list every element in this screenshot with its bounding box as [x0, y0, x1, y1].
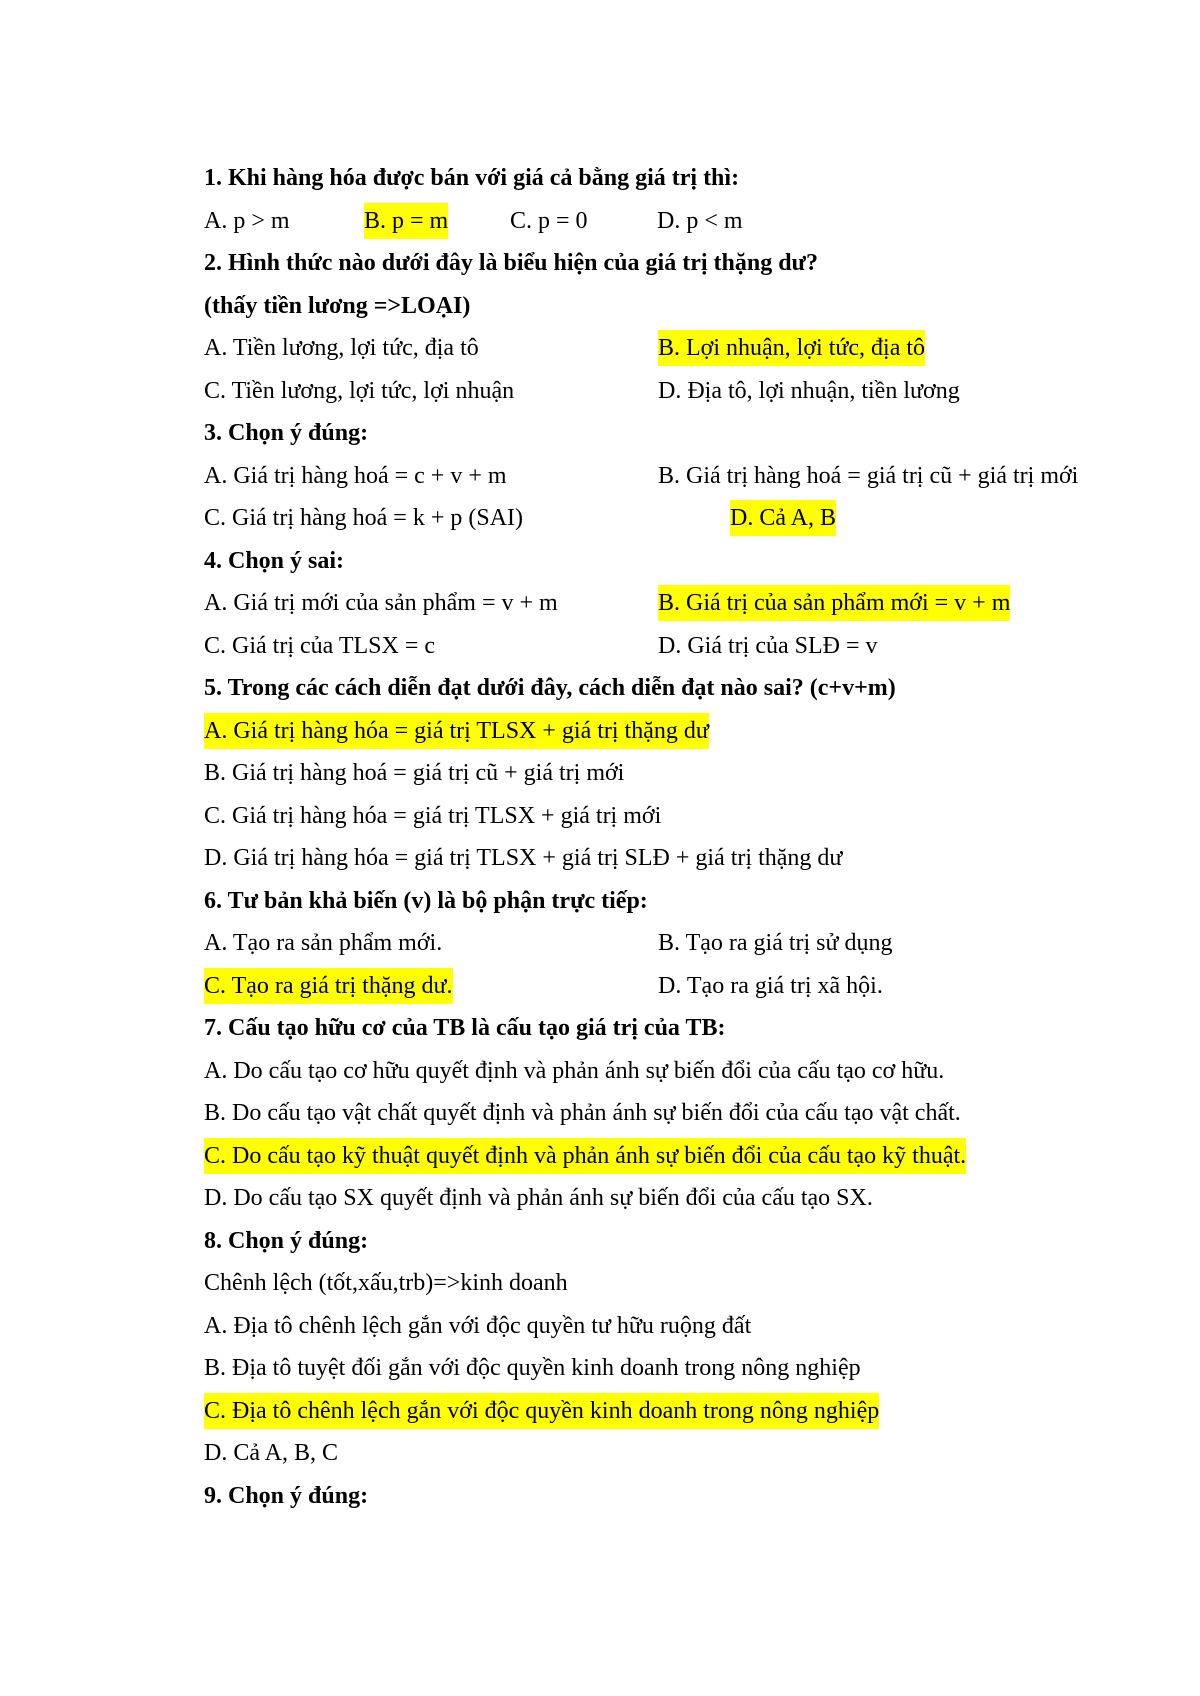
highlighted-answer: C. Tạo ra giá trị thặng dư. — [204, 968, 453, 1004]
highlighted-answer: A. Giá trị hàng hóa = giá trị TLSX + giá trị thặng dư — [204, 713, 709, 749]
answer-line — [0, 1350, 1200, 1386]
answer-option: B. Giá trị hàng hoá = giá trị cũ + giá trị mới — [658, 462, 1079, 489]
highlighted-answer: B. Lợi nhuận, lợi tức, địa tô — [658, 330, 925, 366]
answer-option: A. Địa tô chênh lệch gắn với độc quyền tư hữu ruộng đất — [204, 1312, 752, 1339]
highlighted-answer: C. Do cấu tạo kỹ thuật quyết định và phản ánh sự biến đổi của cấu tạo kỹ thuật. — [204, 1138, 966, 1174]
answer-line — [0, 628, 1200, 664]
highlighted-answer: C. Địa tô chênh lệch gắn với độc quyền kinh doanh trong nông nghiệp — [204, 1393, 879, 1429]
answer-line — [0, 925, 1200, 961]
answer-line — [0, 1053, 1200, 1089]
answer-option: B. Địa tô tuyệt đối gắn với độc quyền kinh doanh trong nông nghiệp — [204, 1355, 861, 1381]
highlighted-answer: B. p = m — [364, 203, 448, 239]
question-text: 6. Tư bản khả biến (v) là bộ phận trực tiếp: — [204, 887, 648, 914]
answer-line — [0, 755, 1200, 791]
answer-option: A. p > m — [204, 207, 290, 234]
highlighted-answer: B. Giá trị của sản phẩm mới = v + m — [658, 585, 1010, 621]
question-text: 4. Chọn ý sai: — [204, 547, 345, 574]
answer-line — [0, 585, 1200, 621]
question-line — [0, 288, 1200, 324]
answer-line — [0, 1435, 1200, 1471]
answer-option: A. Do cấu tạo cơ hữu quyết định và phản ánh sự biến đổi của cấu tạo cơ hữu. — [204, 1057, 945, 1084]
answer-line — [0, 1138, 1200, 1174]
question-text: 1. Khi hàng hóa được bán với giá cả bằng giá trị thì: — [204, 165, 740, 191]
answer-line — [0, 500, 1200, 536]
question-line — [0, 160, 1200, 196]
question-line — [0, 415, 1200, 451]
answer-line — [0, 203, 1200, 239]
answer-option: Chênh lệch (tốt,xấu,trb)=>kinh doanh — [204, 1270, 568, 1296]
question-line — [0, 1010, 1200, 1046]
question-line — [0, 543, 1200, 579]
answer-option: C. Giá trị của TLSX = c — [204, 632, 436, 659]
answer-option: D. Do cấu tạo SX quyết định và phản ánh sự biến đổi của cấu tạo SX. — [204, 1185, 873, 1211]
answer-option: A. Giá trị mới của sản phẩm = v + m — [204, 590, 558, 616]
answer-line — [0, 968, 1200, 1004]
question-text: 8. Chọn ý đúng: — [204, 1227, 369, 1254]
answer-option: A. Tiền lương, lợi tức, địa tô — [204, 335, 479, 361]
answer-line — [0, 1265, 1200, 1301]
answer-option: D. Tạo ra giá trị xã hội. — [658, 972, 883, 999]
question-line — [0, 1223, 1200, 1259]
answer-line — [0, 458, 1200, 494]
answer-option: B. Giá trị hàng hoá = giá trị cũ + giá trị mới — [204, 760, 625, 786]
question-text: 7. Cấu tạo hữu cơ của TB là cấu tạo giá trị của TB: — [204, 1015, 726, 1041]
question-text: 9. Chọn ý đúng: — [204, 1482, 369, 1509]
answer-line — [0, 1393, 1200, 1429]
question-text: 2. Hình thức nào dưới đây là biểu hiện của giá trị thặng dư? — [204, 250, 818, 276]
answer-option: C. Tiền lương, lợi tức, lợi nhuận — [204, 377, 515, 404]
answer-line — [0, 330, 1200, 366]
answer-line — [0, 840, 1200, 876]
answer-option: C. p = 0 — [510, 207, 588, 234]
answer-option: D. Cả A, B, C — [204, 1440, 339, 1466]
answer-line — [0, 1180, 1200, 1216]
answer-line — [0, 1095, 1200, 1131]
answer-option: C. Giá trị hàng hóa = giá trị TLSX + giá trị mới — [204, 802, 662, 829]
answer-option: C. Giá trị hàng hoá = k + p (SAI) — [204, 505, 524, 531]
answer-line — [0, 713, 1200, 749]
question-line — [0, 245, 1200, 281]
answer-option: A. Giá trị hàng hoá = c + v + m — [204, 462, 507, 489]
question-text: (thấy tiền lương =>LOẠI) — [204, 292, 471, 319]
answer-line — [0, 1308, 1200, 1344]
question-line — [0, 1478, 1200, 1514]
highlighted-answer: D. Cả A, B — [730, 500, 836, 536]
question-line — [0, 670, 1200, 706]
answer-option: D. p < m — [657, 207, 743, 234]
question-text: 3. Chọn ý đúng: — [204, 420, 369, 446]
answer-line — [0, 373, 1200, 409]
answer-option: A. Tạo ra sản phẩm mới. — [204, 930, 443, 956]
question-line — [0, 883, 1200, 919]
answer-line — [0, 798, 1200, 834]
answer-option: D. Giá trị hàng hóa = giá trị TLSX + giá trị SLĐ + giá trị thặng dư — [204, 845, 843, 871]
answer-option: D. Địa tô, lợi nhuận, tiền lương — [658, 377, 960, 404]
answer-option: D. Giá trị của SLĐ = v — [658, 632, 878, 659]
answer-option: B. Do cấu tạo vật chất quyết định và phản ánh sự biến đổi của cấu tạo vật chất. — [204, 1100, 961, 1126]
answer-option: B. Tạo ra giá trị sử dụng — [658, 930, 893, 956]
question-text: 5. Trong các cách diễn đạt dưới đây, cách diễn đạt nào sai? (c+v+m) — [204, 675, 896, 701]
